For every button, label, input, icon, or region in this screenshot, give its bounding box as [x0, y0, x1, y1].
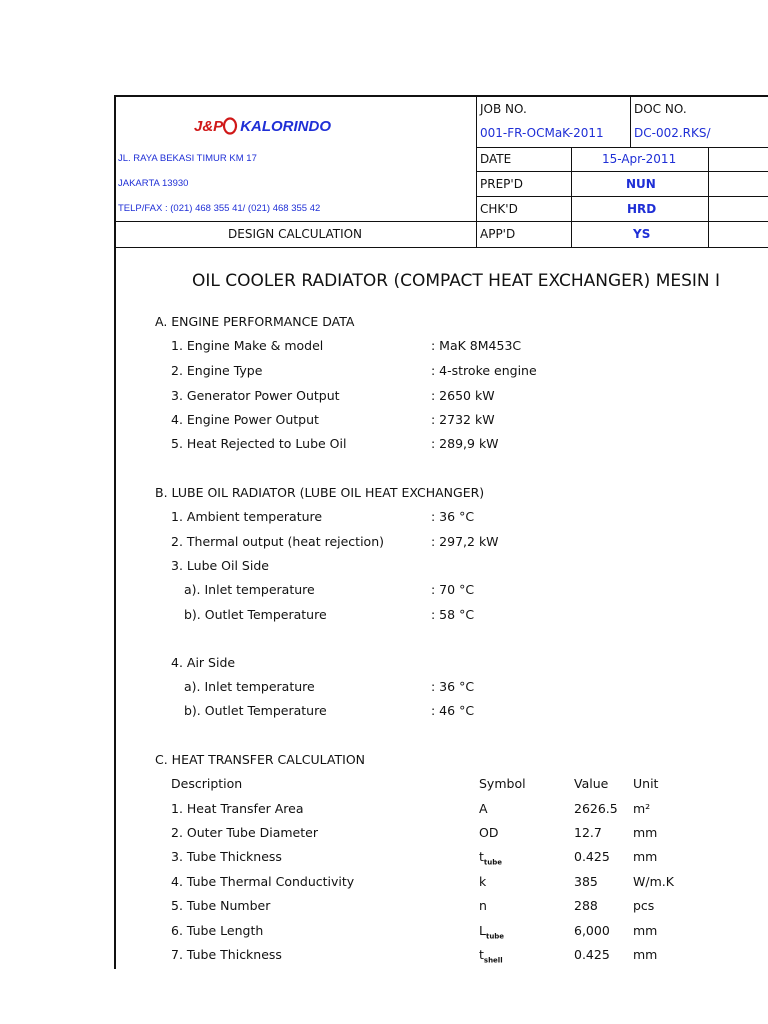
- job-no-value: 001-FR-OCMaK-2011: [480, 126, 604, 140]
- section-b-subitem-label: b). Outlet Temperature: [184, 703, 327, 718]
- header-divider: [476, 97, 477, 247]
- row-symbol: [479, 849, 502, 867]
- logo-name: KALORINDO: [240, 117, 332, 135]
- symbol-main: OD: [479, 825, 499, 840]
- section-b-subitem-label: a). Inlet temperature: [184, 582, 315, 597]
- section-b-item-value: : 297,2 kW: [431, 534, 499, 549]
- column-header-unit: Unit: [633, 776, 659, 791]
- logo-ring-icon: [222, 117, 238, 135]
- row-symbol: [479, 874, 486, 889]
- section-b-item-value: : 36 °C: [431, 509, 475, 524]
- section-a-item-value: : MaK 8M453C: [431, 338, 522, 353]
- column-header-value: Value: [574, 776, 609, 791]
- row-unit: mm: [633, 923, 658, 938]
- section-a-item-label: 4. Engine Power Output: [171, 412, 319, 427]
- prepd-value: NUN: [626, 177, 656, 191]
- column-header-description: Description: [171, 776, 243, 791]
- row-unit: W/m.K: [633, 874, 674, 889]
- row-value: 12.7: [574, 825, 602, 840]
- chkd-label: CHK'D: [480, 202, 518, 216]
- row-symbol: [479, 898, 487, 913]
- header-divider: [476, 147, 768, 148]
- row-description: 1. Heat Transfer Area: [171, 801, 304, 816]
- job-no-label: JOB NO.: [480, 102, 527, 116]
- section-a-item-label: 2. Engine Type: [171, 363, 263, 378]
- symbol-main: k: [479, 874, 487, 889]
- section-a-item-value: : 4-stroke engine: [431, 363, 537, 378]
- doc-no-value: DC-002.RKS/: [634, 126, 711, 140]
- row-description: 5. Tube Number: [171, 898, 271, 913]
- section-b-subitem-value: : 70 °C: [431, 582, 475, 597]
- header-divider: [708, 147, 709, 247]
- section-b-item-label: 3. Lube Oil Side: [171, 558, 269, 573]
- section-b-subitem-label: b). Outlet Temperature: [184, 607, 327, 622]
- section-b-item-label: 1. Ambient temperature: [171, 509, 323, 524]
- row-symbol: [479, 825, 498, 840]
- section-a-item-value: : 2650 kW: [431, 388, 495, 403]
- date-label: DATE: [480, 152, 512, 166]
- address-city: JAKARTA 13930: [118, 178, 189, 189]
- row-symbol: [479, 801, 488, 816]
- row-unit: pcs: [633, 898, 655, 913]
- page-title: OIL COOLER RADIATOR (COMPACT HEAT EXCHANGER) MESIN I: [192, 271, 721, 291]
- chkd-value: HRD: [627, 202, 657, 216]
- row-description: 2. Outer Tube Diameter: [171, 825, 318, 840]
- symbol-main: L: [479, 923, 486, 938]
- symbol-main: A: [479, 801, 488, 816]
- header-divider: [571, 147, 572, 247]
- row-value: 2626.5: [574, 801, 618, 816]
- symbol-main: n: [479, 898, 487, 913]
- row-unit: mm: [633, 849, 658, 864]
- symbol-subscript: shell: [483, 956, 503, 965]
- section-a-item-value: : 289,9 kW: [431, 436, 499, 451]
- company-logo: [194, 117, 331, 135]
- section-b-subitem-value: : 58 °C: [431, 607, 475, 622]
- date-value: 15-Apr-2011: [602, 152, 677, 166]
- prepd-label: PREP'D: [480, 177, 523, 191]
- header-divider: [476, 196, 768, 197]
- symbol-subscript: tube: [485, 932, 505, 941]
- row-value: 288: [574, 898, 598, 913]
- row-description: 4. Tube Thermal Conductivity: [171, 874, 355, 889]
- row-value: 0.425: [574, 947, 610, 962]
- row-value: 6,000: [574, 923, 610, 938]
- header-divider: [630, 97, 631, 147]
- appd-label: APP'D: [480, 227, 516, 241]
- section-b-item-label: 2. Thermal output (heat rejection): [171, 534, 384, 549]
- header-divider: [476, 171, 768, 172]
- section-b-subitem-label: a). Inlet temperature: [184, 679, 315, 694]
- section-a-heading: A. ENGINE PERFORMANCE DATA: [155, 314, 355, 329]
- address-street: JL. RAYA BEKASI TIMUR KM 17: [118, 153, 257, 164]
- calculation-sheet: [114, 95, 768, 969]
- section-a-item-label: 5. Heat Rejected to Lube Oil: [171, 436, 347, 451]
- row-symbol: [479, 947, 503, 965]
- section-a-item-label: 1. Engine Make & model: [171, 338, 324, 353]
- row-value: 0.425: [574, 849, 610, 864]
- section-b-heading: B. LUBE OIL RADIATOR (LUBE OIL HEAT EXCHANGER): [155, 485, 485, 500]
- symbol-main: t: [479, 947, 484, 962]
- row-unit: mm: [633, 825, 658, 840]
- section-a-item-label: 3. Generator Power Output: [171, 388, 340, 403]
- section-a-item-value: : 2732 kW: [431, 412, 495, 427]
- address-phone: TELP/FAX : (021) 468 355 41/ (021) 468 355 42: [118, 203, 321, 214]
- section-b-item-label: 4. Air Side: [171, 655, 236, 670]
- appd-value: YS: [633, 227, 651, 241]
- section-c-heading: C. HEAT TRANSFER CALCULATION: [155, 752, 366, 767]
- header-divider: [116, 221, 768, 222]
- symbol-main: t: [479, 849, 484, 864]
- row-symbol: [479, 923, 504, 941]
- row-description: 7. Tube Thickness: [171, 947, 282, 962]
- document-header: [116, 97, 768, 248]
- doc-no-label: DOC NO.: [634, 102, 687, 116]
- section-b-subitem-value: : 36 °C: [431, 679, 475, 694]
- row-unit: mm: [633, 947, 658, 962]
- symbol-subscript: tube: [483, 858, 502, 867]
- row-description: 3. Tube Thickness: [171, 849, 282, 864]
- column-header-symbol: Symbol: [479, 776, 526, 791]
- section-b-subitem-value: : 46 °C: [431, 703, 475, 718]
- row-unit: m²: [633, 801, 651, 816]
- logo-mark: J&P: [194, 117, 224, 135]
- row-value: 385: [574, 874, 598, 889]
- row-description: 6. Tube Length: [171, 923, 264, 938]
- design-calculation-label: DESIGN CALCULATION: [228, 227, 363, 241]
